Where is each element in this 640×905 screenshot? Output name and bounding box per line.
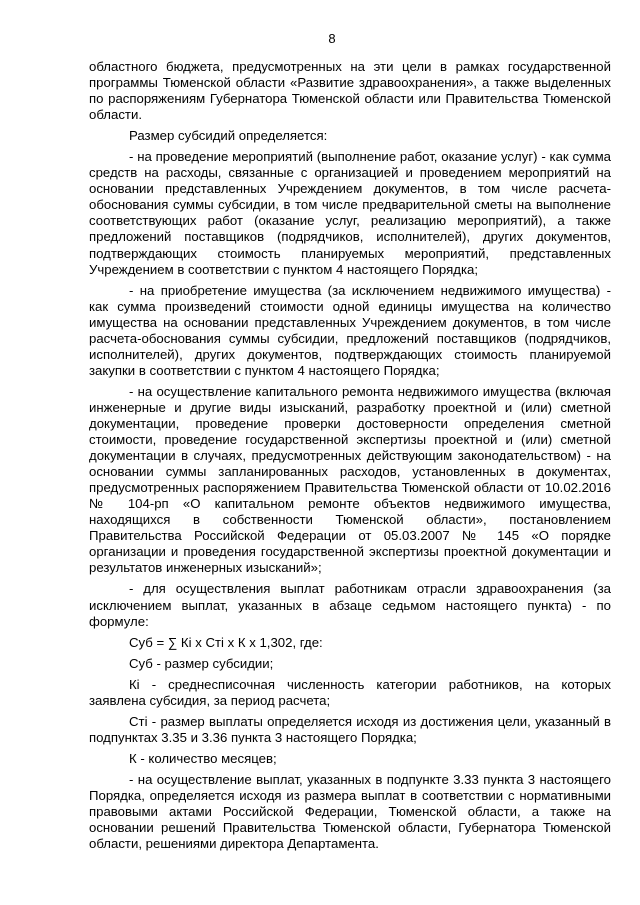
formula-def-sti: Сті - размер выплаты определяется исходя из достижения цели, указанный в подпунктах 3.35 и 3.36 пункта 3 настоящего Порядка; xyxy=(89,713,611,745)
formula-def-ki: Кi - среднесписочная численность категории работников, на которых заявлена субсидия, за период расчета; xyxy=(89,676,611,708)
paragraph-capital-repair: - на осуществление капитального ремонта недвижимого имущества (включая инженерные и другие виды изысканий, разработку проектной и (или) сметной документации, проведение проверки достоверности определения сметной стоимости, проведение государственной экспертизы проектной и (или) сметной документации в случаях, предусмотренных действующим законодательством) - на основании суммы запланированных расходов, установленных в документах, предусмотренных распоряжением Правительства Тюменской области от 10.02.2016 № 104-рп «О капитальном ремонте объектов недвижимого имущества, находящихся в собственности Тюменской области», постановлением Правительства Российской Федерации от 05.03.2007 № 145 «О порядке организации и проведения государственной экспертизы проектной документации и результатов инженерных изысканий»; xyxy=(89,383,611,576)
page-number: 8 xyxy=(328,31,336,46)
paragraph-budget-source: областного бюджета, предусмотренных на эти цели в рамках государственной программы Тюменской области «Развитие здравоохранения», а также выделенных по распоряжениям Губернатора Тюменской области или Правительства Тюменской области. xyxy=(89,59,611,123)
paragraph-subsidy-size-intro: Размер субсидий определяется: xyxy=(129,128,328,144)
formula: Суб = ∑ Кi х Сті х К х 1,302, где: xyxy=(129,634,323,650)
paragraph-payments-3-33: - на осуществление выплат, указанных в подпункте 3.33 пункта 3 настоящего Порядка, определяется исходя из размера выплат в соответствии с нормативными правовыми актами Российской Федерации, Тюменской области, а также на основании решений Правительства Тюменской области, Губернатора Тюменской области, решениями директора Департамента. xyxy=(89,771,611,852)
document-body xyxy=(89,59,611,852)
formula-def-sub: Суб - размер субсидии; xyxy=(129,655,274,671)
formula-def-k: К - количество месяцев; xyxy=(129,750,277,766)
paragraph-events: - на проведение мероприятий (выполнение работ, оказание услуг) - как сумма средств на расходы, связанные с организацией и проведением мероприятий на основании представленных Учреждением документов, в том числе расчета-обоснования суммы субсидии, в том числе предварительной сметы на выполнение соответствующих работ (оказание услуг, реализацию мероприятий), а также предложений поставщиков (подрядчиков, исполнителей), других документов, подтверждающих стоимость планируемых мероприятий, представленных Учреждением в соответствии с пунктом 4 настоящего Порядка; xyxy=(89,149,611,277)
paragraph-property-purchase: - на приобретение имущества (за исключением недвижимого имущества) - как сумма произведений стоимости одной единицы имущества на количество имущества на основании представленных Учреждением документов, в том числе расчета-обоснования суммы субсидии, предложений поставщиков (подрядчиков, исполнителей), других документов, подтверждающих стоимость планируемой закупки в соответствии с пунктом 4 настоящего Порядка; xyxy=(89,282,611,378)
paragraph-healthcare-payments: - для осуществления выплат работникам отрасли здравоохранения (за исключением выплат, указанных в абзаце седьмом настоящего пункта) - по формуле: xyxy=(89,581,611,629)
